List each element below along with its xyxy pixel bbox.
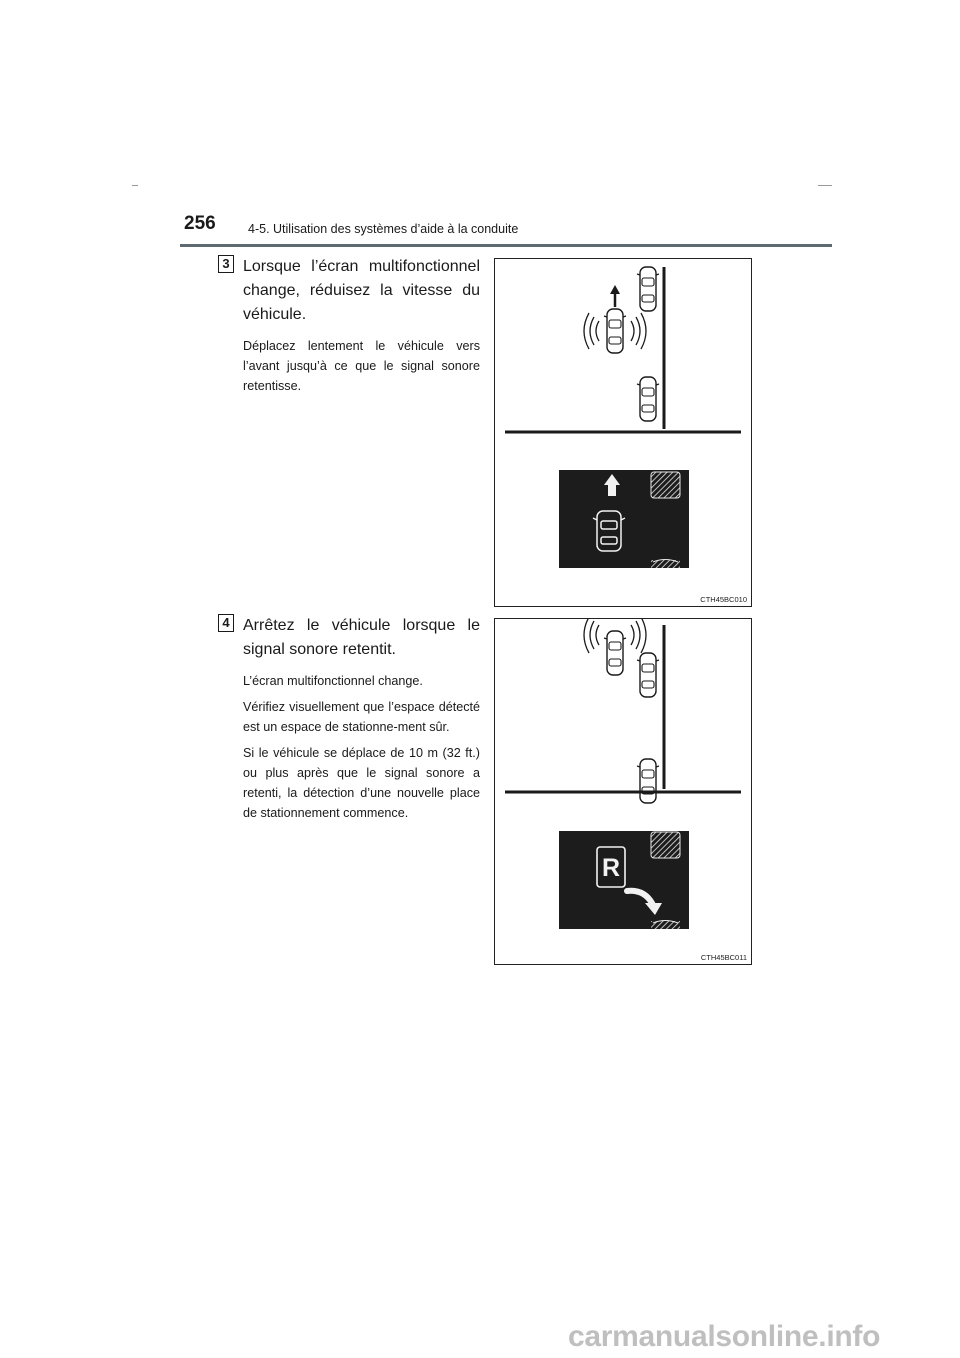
parked-car-icon: [637, 267, 659, 311]
own-car-icon: [604, 631, 626, 675]
multi-info-display: [559, 470, 689, 568]
step-description: L’écran multifonctionnel change.: [243, 674, 423, 688]
step-description: Déplacez lentement le véhicule vers l’avant jusqu’à ce que le signal sonore retentisse.: [243, 339, 480, 393]
illustration-svg: [495, 259, 751, 606]
step-title: Arrêtez le véhicule lorsque le signal sonore retentit.: [243, 617, 480, 658]
parked-car-icon: [637, 759, 659, 803]
watermark: carmanualsonline.info: [568, 1320, 881, 1353]
step-number-badge: 4: [218, 614, 234, 632]
multi-info-display: [559, 831, 689, 929]
illustration-step-4: [494, 618, 752, 965]
section-title: 4-5. Utilisation des systèmes d’aide à la conduite: [248, 222, 519, 236]
step-3-text: [243, 255, 480, 402]
step-title: Lorsque l’écran multifonctionnel change, réduisez la vitesse du véhicule.: [243, 258, 480, 323]
step-description: Si le véhicule se déplace de 10 m (32 ft.) ou plus après que le signal sonore a retenti, la détection d’une nouvelle place de stationnement commence.: [243, 746, 480, 820]
crop-mark-right: [818, 185, 832, 186]
illustration-step-3: [494, 258, 752, 607]
crop-mark-left: [132, 185, 138, 186]
page-number: 256: [184, 213, 216, 234]
own-car-icon: [604, 309, 626, 353]
reverse-gear-letter: R: [601, 854, 621, 882]
figure-code: CTH45BC011: [700, 953, 747, 962]
step-number-badge: 3: [218, 255, 234, 273]
parked-car-icon: [637, 653, 659, 697]
header-rule: [180, 244, 832, 247]
illustration-svg: [495, 619, 751, 964]
step-4-text: [243, 614, 480, 829]
step-description: Vérifiez visuellement que l’espace détecté est un espace de stationne-ment sûr.: [243, 700, 480, 734]
parked-car-icon: [637, 377, 659, 421]
figure-code: CTH45BC010: [700, 595, 747, 604]
